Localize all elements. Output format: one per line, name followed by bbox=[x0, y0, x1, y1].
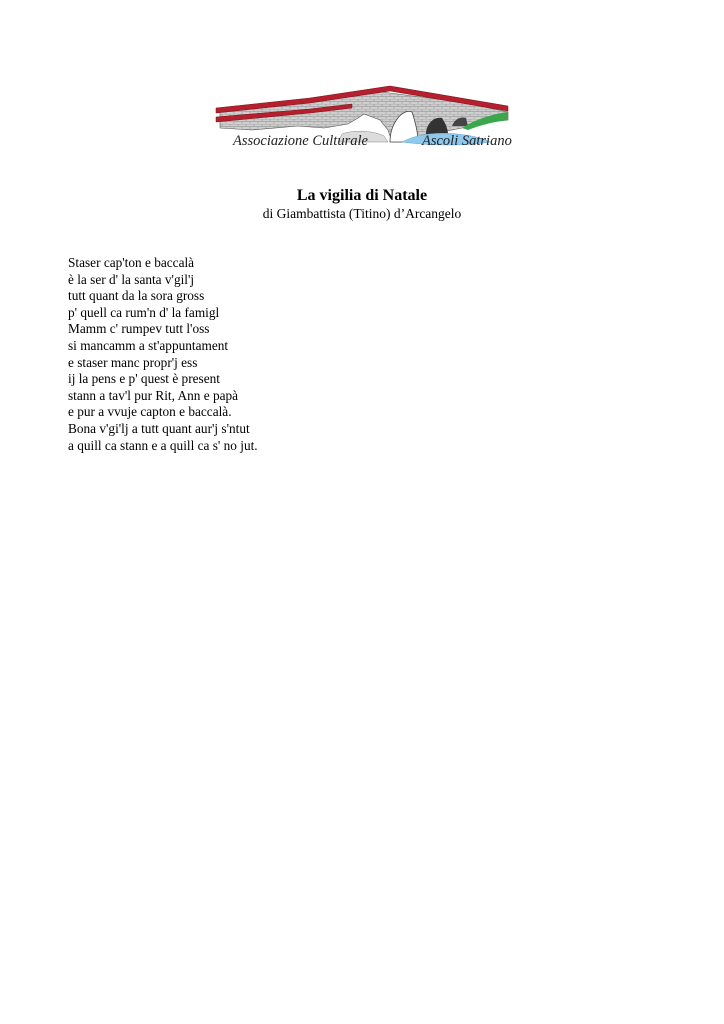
poem-line: a quill ca stann e a quill ca s' no jut. bbox=[68, 437, 258, 453]
poem-body bbox=[68, 255, 258, 454]
logo-town-name: Ascoli Satriano bbox=[422, 133, 512, 149]
poem-line: e pur a vvuje capton e baccalà. bbox=[68, 404, 232, 420]
poem-line: e staser manc propr'j ess bbox=[68, 354, 198, 370]
poem-line: stann a tav'l pur Rit, Ann e papà bbox=[68, 387, 239, 403]
poem-line: tutt quant da la sora gross bbox=[68, 288, 205, 304]
poem-line: si mancamm a st'appuntament bbox=[68, 337, 229, 353]
poem-line: Bona v'gi'lj a tutt quant aur'j s'ntut bbox=[68, 420, 250, 436]
poem-line: p' quell ca rum'n d' la famigl bbox=[68, 304, 220, 320]
association-logo bbox=[212, 84, 517, 156]
poem-author: di Giambattista (Titino) d’Arcangelo bbox=[262, 206, 462, 221]
poem-line: Staser cap'ton e baccalà bbox=[68, 255, 195, 270]
logo-association-name: Associazione Culturale bbox=[233, 133, 368, 149]
poem-line: è la ser d' la santa v'gil'j bbox=[68, 271, 195, 287]
title-block bbox=[0, 186, 724, 222]
poem-title: La vigilia di Natale bbox=[296, 187, 428, 204]
poem-line: ij la pens e p' quest è present bbox=[68, 371, 220, 387]
poem-line: Mamm c' rumpev tutt l'oss bbox=[68, 321, 210, 337]
